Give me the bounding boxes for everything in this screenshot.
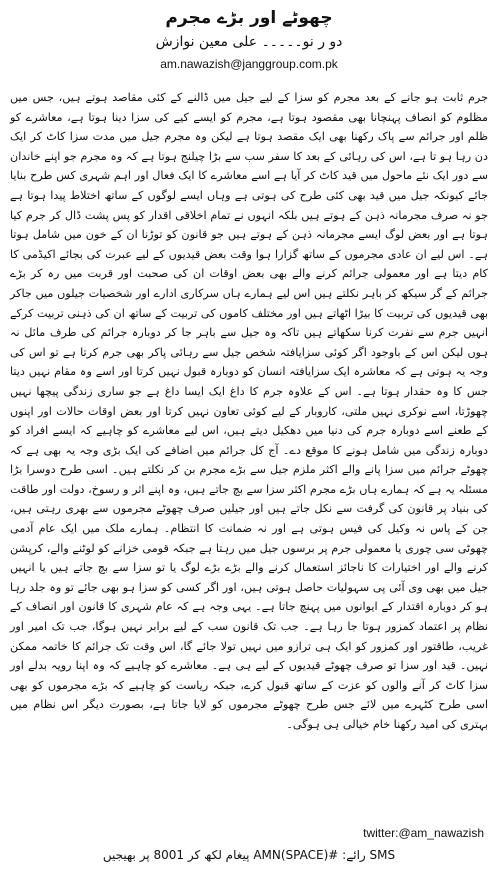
sms-instruction: SMS رائے: #AMN(SPACE) پیغام لکھ کر 8001 پر بھیجیں bbox=[102, 848, 396, 862]
article-header bbox=[0, 6, 498, 72]
twitter-handle: twitter:@am_nawazish bbox=[363, 826, 484, 840]
article-body bbox=[10, 88, 488, 735]
article-paragraph: جرم ثابت ہو جانے کے بعد مجرم کو سزا کے لیے جیل میں ڈالنے کے کئی مقاصد ہوتے ہیں، جس میں مظلوم کو انصاف پہنچانا بھی مقصود ہوتا ہے، مجرم کو ایسے کیے کی سزا دینا ہوتا ہے، معاشرے کو ظلم اور جرائم سے پاک رکھنا بھی ایک مقصد ہوتا ہے لیکن وہ مجرم جیل میں مدت سزا کاٹ کر ایک دن رہا ہو تا ہے، اس کی رہائی کے بعد کا سفر سب سے بڑا چیلنج ہوتا ہے کہ وہ مجرم جو اپنے خاندان سے دور ایک نئے ماحول میں قید کاٹ کر آیا ہے اسے معاشرے کا ایک فعال اور اہم شہری کس طرح بنایا جائے کیونکہ جیل میں قید بھی کئی طرح کی ہوتی ہے وہاں ایسے لوگوں کے ساتھ اختلاط پیدا ہوتا ہے جو نہ صرف مجرمانہ ذہن کے ہوتے ہیں بلکہ انہوں نے تمام اخلاقی اقدار کو پس پشت ڈال کر جرم کیا ہوتا ہے اور بعض لوگ ایسے مجرمانہ ذہن کے ہوتے ہیں جو قانون کو توڑنا ان کے خون میں شامل ہوتا ہے۔ اس لیے ان عادی مجرموں کے ساتھ گزارا ہوا وقت بعض قیدیوں کے لیے عبرت کی بجائے اکیڈمی کا کام دیتا ہے اور معمولی جرائم کرنے والے بھی بعض اوقات ان کی صحبت اور قربت میں رہ کر بڑے جرائم کے گر سیکھ کر باہر نکلتے ہیں اس لیے ہمارے ہاں سرکاری ادارے اور شخصیات جیلوں میں جاکر بھی قیدیوں کی تربیت کا بیڑا اٹھاتے ہیں اور مختلف کاموں کی تربیت کے ساتھ ان کی ذہنی تربیت کرکے انہیں جرم سے نفرت کرنا سکھاتے ہیں تاکہ وہ جیل سے باہر جا کر دوبارہ جرائم کی طرف مائل نہ ہوں لیکن اس کے باوجود اگر کوئی سزایافتہ شخص جیل سے رہائی پاکر بھی جرم کرتا ہے تو اس کی وجہ یہ ہوتی ہے کہ معاشرہ ایک سزایافتہ انسان کو دوبارہ قبول نہیں کرتا اور اسے وہ مقام نہیں دیتا جس کا وہ حقدار ہوتا ہے۔ اس کے علاوہ جرم کا داغ ایک ایسا داغ ہے جو ساری زندگی پیچھا نہیں چھوڑتا، اسے نوکری نہیں ملتی، کاروبار کے لیے کوئی تعاون نہیں کرتا اور بعض اوقات حالات اور اپنوں کے طعنے اسے دوبارہ جرم کی دنیا میں دھکیل دیتے ہیں، اس لیے معاشرے کو چاہیے کہ ایسے افراد کو دوبارہ زندگی میں شامل ہونے کا موقع دے۔ آج کل جرائم میں اضافے کی ایک بڑی وجہ یہ بھی ہے کہ چھوٹے جرائم میں سزا پانے والے اکثر ملزم جیل سے بڑے مجرم بن کر نکلتے ہیں۔ اسی طرح دوسرا بڑا مسئلہ یہ ہے کہ ہمارے ہاں بڑے مجرم اکثر سزا سے بچ جاتے ہیں، وہ اپنے اثر و رسوخ، دولت اور طاقت کی بنیاد پر قانون کی گرفت سے نکل جاتے ہیں اور جیلیں صرف چھوٹے مجرموں سے بھری رہتی ہیں، جن کے پاس نہ وکیل کی فیس ہوتی ہے اور نہ ضمانت کا انتظام۔ ہمارے ملک میں ایک عام آدمی چھوٹی سی چوری یا معمولی جرم پر برسوں جیل میں رہتا ہے جبکہ قومی خزانے کو لوٹنے والے، کرپشن کرنے والے اور اختیارات کا ناجائز استعمال کرنے والے بڑے بڑے لوگ یا تو سزا سے بچ جاتے ہیں یا انہیں جیل میں بھی وی آئی پی سہولیات حاصل ہوتی ہیں، اور اگر کسی کو سزا ہو بھی جائے تو وہ جلد رہا ہو کر دوبارہ اقتدار کے ایوانوں میں پہنچ جاتا ہے۔ یہی وجہ ہے کہ عام شہری کا قانون اور انصاف کے نظام پر اعتماد کمزور ہوتا جا رہا ہے۔ جب تک قانون سب کے لیے برابر نہیں ہوگا، جب تک امیر اور غریب، طاقتور اور کمزور کو ایک ہی ترازو میں نہیں تولا جائے گا، اس وقت تک جرائم کا خاتمہ ممکن نہیں۔ قید اور سزا تو صرف چھوٹے قیدیوں کے لیے ہی ہے۔ معاشرے کو چاہیے کہ وہ اپنا رویہ بدلے اور سزا کاٹ کر آنے والوں کو عزت کے ساتھ قبول کرے، جبکہ ریاست کو چاہیے کہ بڑے مجرموں کو بھی اسی طرح کٹہرے میں لائے جس طرح چھوٹے مجرموں کو لایا جاتا ہے، بصورت دیگر اس نظام میں بہتری کی امید رکھنا خام خیالی ہی ہوگی۔ bbox=[10, 91, 488, 731]
article-title: چھوٹے اور بڑے مجرم bbox=[165, 8, 333, 28]
column-byline: دو ر نو۔۔۔۔۔ علی معین نوازش bbox=[155, 34, 343, 50]
author-email: am.nawazish@janggroup.com.pk bbox=[160, 57, 338, 71]
